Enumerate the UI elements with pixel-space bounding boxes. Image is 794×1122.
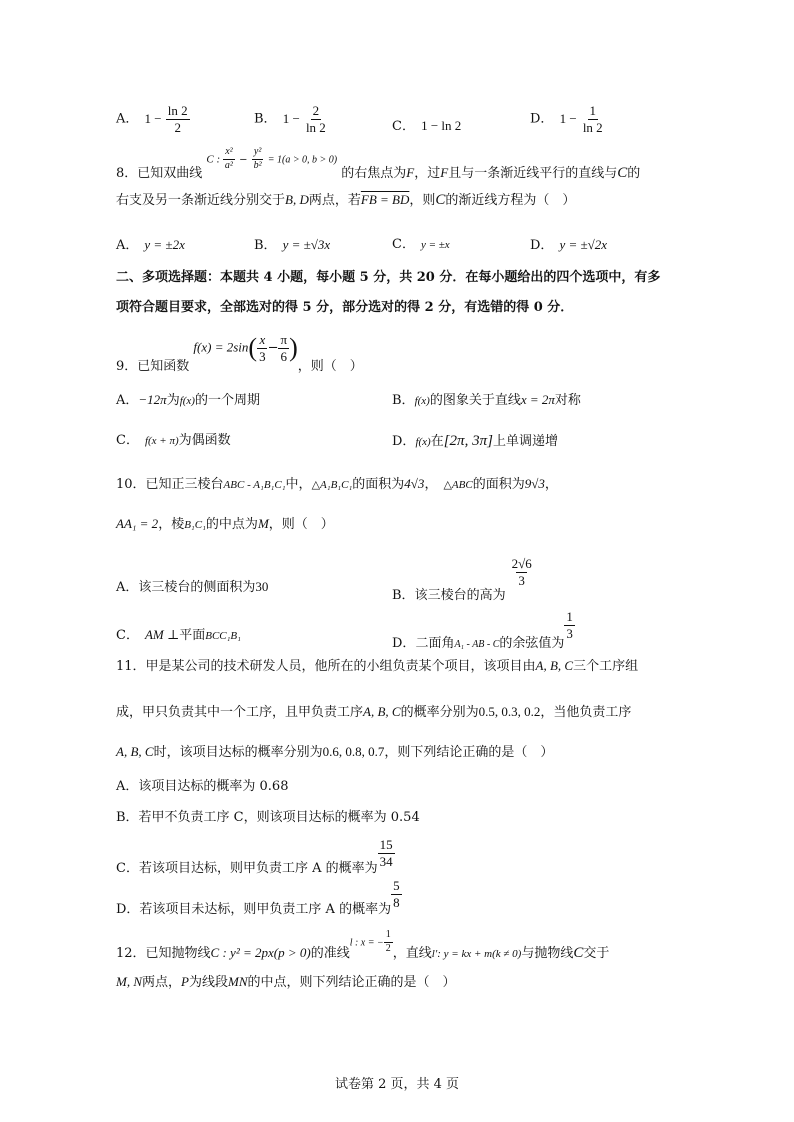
fraction: $\frac{1}{3}$ (566, 609, 573, 641)
q7-option-a: A． 1 − $\frac{\ln 2}{2}$ (116, 103, 188, 135)
q7-option-d: D． 1 − $\frac{1}{\ln 2}$ (530, 103, 603, 135)
q11-option-d: D．若该项目未达标，则甲负责工序 A 的概率为 $\frac{5}{8}$ (116, 878, 400, 917)
q8-option-c: C． y = ±x (392, 237, 450, 252)
q10-stem-line2: AA₁ = 2，棱B₁C₁的中点为M，则（ ） (116, 516, 334, 532)
page-footer: 试卷第 2 页，共 4 页 (334, 1077, 460, 1092)
fraction: $\frac{15}{34}$ (379, 837, 393, 869)
q11-option-b: B．若甲不负责工序 C，则该项目达标的概率为 0.54 (116, 810, 420, 825)
fraction: $\frac{2}{\ln 2}$ (305, 103, 326, 135)
q12-stem-line2: M, N两点，P为线段MN的中点，则下列结论正确的是（ ） (116, 974, 456, 990)
fraction: $\frac{1}{2}$ (385, 929, 391, 954)
q12-stem-line1: 12．已知抛物线C : y² = 2px(p > 0)的准线l : x = − $\frac{1}{2}$ ，直线$_{l': y = kx + m(k \ne 0)}$与抛物线C交于 (116, 929, 610, 961)
fraction: $\frac{2√6}{3}$ (511, 556, 532, 588)
q11-stem-line3: A, B, C时，该项目达标的概率分别为0.6, 0.8, 0.7，则下列结论正确的是（ ） (116, 744, 554, 760)
fraction: $\frac{\pi}{6}$ (280, 332, 288, 364)
q7-option-c: C． 1 − ln 2 (392, 118, 462, 134)
fraction: $\frac{\ln 2}{2}$ (167, 103, 188, 135)
q10-option-a: A．该三棱台的侧面积为30 (116, 579, 269, 595)
option-label: A． (116, 111, 139, 127)
q10-option-b: B．该三棱台的高为 $\frac{2√6}{3}$ (392, 556, 532, 603)
fraction: $\frac{1}{\ln 2}$ (582, 103, 603, 135)
fraction: $\frac{\text{x²}}{\text{a²}}$ (224, 146, 233, 171)
q11-stem-line2: 成，甲只负责其中一个工序，且甲负责工序A, B, C的概率分别为0.5, 0.3, 0.2，当他负责工序 (116, 704, 632, 720)
q9-option-b: B．f(x)的图象关于直线x = 2π对称 (392, 392, 581, 408)
q8-option-a: A． y = ±2x (116, 237, 185, 253)
section-heading-line1: 二、多项选择题：本题共 4 小题，每小题 5 分，共 20 分．在每小题给出的四个选项中，有多 (116, 270, 661, 285)
q10-option-d: D．二面角$_{A_1 - AB - C}$的余弦值为 $\frac{1}{3}$ (392, 609, 573, 651)
fraction: $\frac{x}{3}$ (259, 332, 266, 364)
fraction: $\frac{\text{y²}}{\text{b²}}$ (253, 146, 262, 171)
q8-option-b: B． y = ±√3x (254, 237, 331, 253)
q8-option-d: D． y = ±√2x (530, 237, 608, 253)
q11-option-a: A．该项目达标的概率为 0.68 (116, 779, 289, 794)
q9-option-c: C． f(x + π)为偶函数 (116, 433, 231, 448)
q10-stem-line1: 10．已知正三棱台ABC - A₁B₁C₁中，△A₁B₁C₁的面积为4√3， △ABC的面积为9√3， (116, 476, 558, 492)
section-heading-line2: 项符合题目要求，全部选对的得 5 分，部分选对的得 2 分，有选错的得 0 分． (116, 300, 574, 315)
q10-option-c: C． AM ⊥平面BCC₁B₁ (116, 627, 241, 643)
q9-option-d: D．f(x)在[2π, 3π]上单调递增 (392, 433, 558, 449)
q8-stem-line2: 右支及另一条渐近线分别交于B, D两点，若FB = BD，则C的渐近线方程为（ ） (116, 192, 576, 208)
q9-stem: 9．已知函数 f(x) = 2sin( $\frac{x}{3}$ − $\frac{\pi}{6}$ )，则（ ） (116, 332, 363, 374)
fraction: $\frac{5}{8}$ (393, 878, 400, 910)
q7-option-b: B． 1 − $\frac{2}{\ln 2}$ (254, 103, 326, 135)
q11-stem-line1: 11．甲是某公司的技术研发人员，他所在的小组负责某个项目，该项目由A, B, C三个工序组 (116, 658, 639, 674)
q8-stem-line1: 8．已知双曲线 C : $\frac{\text{x²}}{\text{a²}}$ − $\frac{\text{y²}}{\text{b²}}$ = 1(a > 0, b > 0) 的右焦点为F，过F且与一条渐近线平行的直线与C的 (116, 146, 641, 181)
q9-option-a: A．−12π为f(x)的一个周期 (116, 392, 260, 408)
q11-option-c: C．若该项目达标，则甲负责工序 A 的概率为 $\frac{15}{34}$ (116, 837, 393, 876)
